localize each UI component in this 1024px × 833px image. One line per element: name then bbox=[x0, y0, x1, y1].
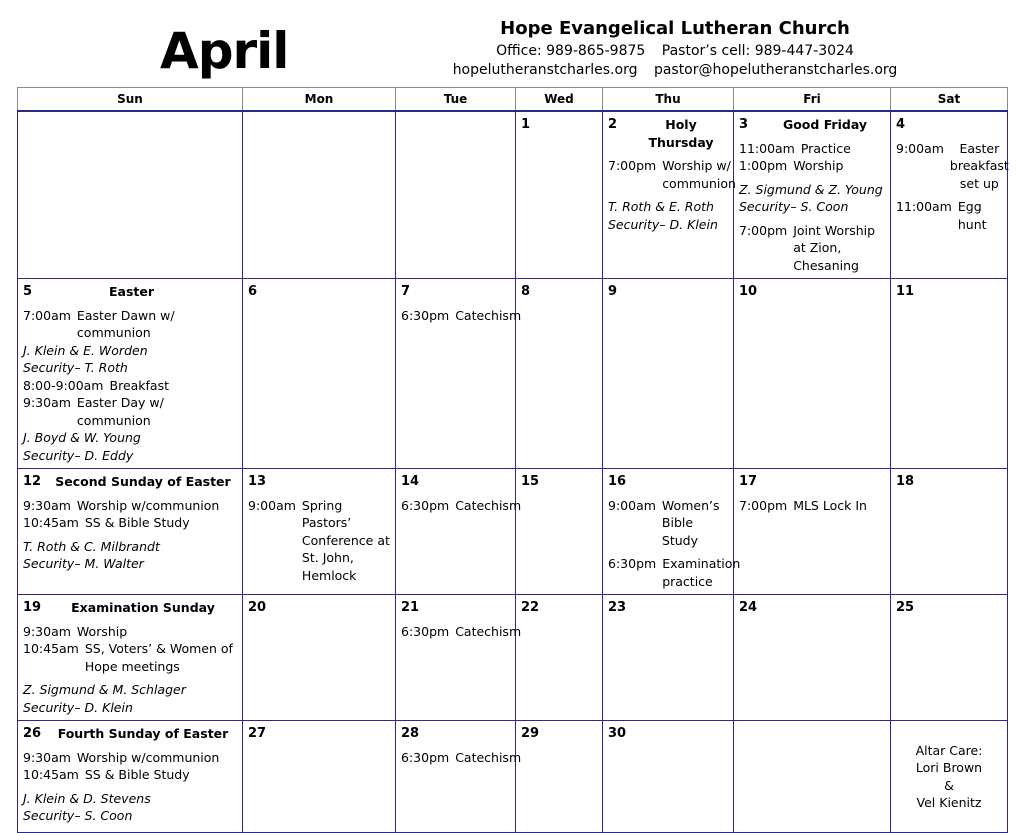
week-row-3 bbox=[18, 469, 1008, 595]
day-number: 12 bbox=[23, 474, 42, 489]
day-title: Good Friday bbox=[782, 117, 868, 132]
day-cell-7[interactable] bbox=[396, 279, 522, 469]
day-cell-17[interactable] bbox=[734, 469, 891, 595]
event bbox=[23, 623, 237, 641]
event-desc: Worship bbox=[76, 623, 128, 639]
weekday-header-row bbox=[18, 88, 1008, 112]
event-desc: Worship w/communion bbox=[76, 497, 220, 513]
week-row-1 bbox=[18, 111, 1008, 279]
event-time: 9:30am bbox=[23, 623, 71, 639]
event-desc: Easter Dawn w/ communion bbox=[76, 307, 175, 340]
event-time: 8:00-9:00am bbox=[23, 377, 104, 393]
day-number: 25 bbox=[896, 600, 915, 615]
event bbox=[23, 766, 237, 784]
day-cell-19[interactable] bbox=[18, 595, 243, 721]
event bbox=[401, 623, 522, 641]
event-time: 7:00pm bbox=[608, 158, 657, 173]
church-name: Hope Evangelical Lutheran Church bbox=[500, 18, 850, 39]
event-time: 7:00am bbox=[23, 307, 71, 323]
event bbox=[23, 514, 237, 532]
day-number: 21 bbox=[401, 600, 420, 615]
day-number: 15 bbox=[521, 474, 540, 489]
weekday-mon: Mon bbox=[243, 88, 396, 112]
day-cell-9[interactable] bbox=[603, 279, 734, 469]
day-cell-6[interactable] bbox=[243, 279, 396, 469]
servers: J. Klein & D. Stevens bbox=[23, 790, 151, 806]
day-number: 30 bbox=[608, 726, 627, 741]
day-number: 23 bbox=[608, 600, 627, 615]
day-title: Second Sunday of Easter bbox=[55, 474, 231, 489]
event-desc: Easter Day w/ communion bbox=[76, 395, 164, 428]
day-number: 4 bbox=[896, 117, 906, 132]
event-desc: Joint Worship at Zion, Chesaning bbox=[793, 222, 876, 273]
day-cell-30[interactable] bbox=[603, 721, 734, 833]
day-cell-empty bbox=[243, 111, 396, 279]
day-cell-14[interactable] bbox=[396, 469, 522, 595]
day-cell-22[interactable] bbox=[516, 595, 603, 721]
event bbox=[739, 140, 885, 158]
website-link[interactable]: hopelutheranstcharles.org bbox=[452, 62, 638, 78]
servers: J. Boyd & W. Young bbox=[23, 430, 141, 445]
event bbox=[739, 222, 885, 275]
event bbox=[608, 555, 741, 590]
event bbox=[896, 140, 1009, 193]
office-phone: Office: 989-865-9875 bbox=[496, 43, 646, 59]
day-cell-8[interactable] bbox=[516, 279, 603, 469]
servers: T. Roth & C. Milbrandt bbox=[23, 538, 160, 554]
event-desc: Examination practice bbox=[662, 556, 741, 589]
day-number: 11 bbox=[896, 284, 915, 299]
day-cell-13[interactable] bbox=[243, 469, 396, 595]
day-number: 19 bbox=[23, 600, 42, 615]
day-number: 27 bbox=[248, 726, 267, 741]
event-time: 6:30pm bbox=[401, 497, 450, 513]
day-number: 26 bbox=[23, 726, 42, 741]
day-number: 7 bbox=[401, 284, 411, 299]
day-number: 22 bbox=[521, 600, 540, 615]
event-desc: Worship w/communion bbox=[76, 749, 220, 765]
event-time: 6:30pm bbox=[608, 556, 657, 571]
event-time: 10:45am bbox=[23, 641, 79, 656]
week-row-4 bbox=[18, 595, 1008, 721]
day-cell-empty bbox=[734, 721, 891, 833]
day-cell-4[interactable] bbox=[891, 111, 1008, 279]
security: Security– S. Coon bbox=[739, 199, 849, 214]
event-time: 9:00am bbox=[896, 140, 944, 156]
day-number: 28 bbox=[401, 726, 420, 741]
event-desc: Breakfast bbox=[109, 377, 170, 393]
event bbox=[23, 749, 237, 767]
event-time: 9:30am bbox=[23, 497, 71, 513]
event bbox=[896, 198, 1002, 233]
church-header bbox=[440, 18, 910, 81]
event bbox=[23, 394, 237, 429]
event-time: 9:30am bbox=[23, 395, 71, 410]
month-title: April bbox=[160, 22, 289, 80]
day-number: 13 bbox=[248, 474, 267, 489]
day-title: Holy Thursday bbox=[648, 117, 714, 150]
day-cell-16[interactable] bbox=[603, 469, 741, 595]
week-row-2 bbox=[18, 279, 1008, 469]
event-time: 6:30pm bbox=[401, 307, 450, 323]
event bbox=[23, 377, 237, 395]
event-time: 9:00am bbox=[248, 497, 296, 513]
event-time: 1:00pm bbox=[739, 158, 788, 173]
security: Security– D. Klein bbox=[23, 699, 133, 715]
week-row-5 bbox=[18, 721, 1008, 833]
event-time: 7:00pm bbox=[739, 222, 788, 238]
day-cell-26[interactable] bbox=[18, 721, 243, 833]
day-title: Fourth Sunday of Easter bbox=[57, 726, 229, 741]
email-link[interactable]: pastor@hopelutheranstcharles.org bbox=[653, 62, 898, 78]
day-cell-15[interactable] bbox=[516, 469, 603, 595]
event-desc: Women’s Bible Study bbox=[661, 497, 720, 548]
security: Security– M. Walter bbox=[23, 556, 144, 571]
weekday-sat: Sat bbox=[891, 88, 1008, 112]
event bbox=[23, 307, 237, 342]
contact-web bbox=[440, 62, 910, 78]
weekday-tue: Tue bbox=[396, 88, 516, 112]
day-number: 10 bbox=[739, 284, 758, 299]
event bbox=[401, 497, 522, 515]
day-cell-12[interactable] bbox=[18, 469, 243, 595]
event bbox=[608, 157, 736, 192]
contact-phones bbox=[440, 43, 910, 59]
day-cell-1[interactable] bbox=[516, 111, 603, 279]
day-cell-10[interactable] bbox=[734, 279, 891, 469]
day-cell-5[interactable] bbox=[18, 279, 243, 469]
day-cell-29[interactable] bbox=[516, 721, 603, 833]
event-time: 10:45am bbox=[23, 767, 79, 782]
servers: J. Klein & E. Worden bbox=[23, 342, 148, 358]
day-cell-empty bbox=[396, 111, 516, 279]
event-time: 7:00pm bbox=[739, 497, 788, 513]
day-number: 5 bbox=[23, 284, 33, 299]
weekday-fri: Fri bbox=[734, 88, 891, 112]
event-desc: SS & Bible Study bbox=[84, 515, 190, 530]
day-cell-25[interactable] bbox=[891, 595, 1008, 721]
weekday-thu: Thu bbox=[603, 88, 734, 112]
day-number: 2 bbox=[608, 117, 618, 132]
event bbox=[739, 157, 885, 175]
day-number: 6 bbox=[248, 284, 258, 299]
day-number: 16 bbox=[608, 474, 627, 489]
calendar-grid bbox=[17, 87, 1008, 833]
day-number: 18 bbox=[896, 474, 915, 489]
altar-care-label: Altar Care: bbox=[915, 742, 983, 758]
event-time: 10:45am bbox=[23, 515, 79, 530]
event-desc: SS & Bible Study bbox=[84, 767, 190, 782]
event-desc: Catechism bbox=[455, 749, 522, 765]
altar-care-name: Vel Kienitz bbox=[916, 795, 982, 810]
event-time: 9:00am bbox=[608, 497, 656, 513]
security: Security– D. Eddy bbox=[23, 447, 134, 463]
day-cell-3[interactable] bbox=[734, 111, 891, 279]
event-desc: Worship w/ communion bbox=[662, 158, 736, 191]
event-desc: Catechism bbox=[455, 623, 522, 639]
servers: Z. Sigmund & M. Schlager bbox=[23, 682, 186, 697]
day-number: 3 bbox=[739, 117, 749, 132]
event bbox=[739, 497, 885, 515]
pastor-cell: Pastor’s cell: 989-447-3024 bbox=[661, 43, 854, 59]
altar-care-cell bbox=[891, 721, 1008, 833]
day-cell-11[interactable] bbox=[891, 279, 1008, 469]
event-time: 9:30am bbox=[23, 749, 71, 765]
day-number: 8 bbox=[521, 284, 531, 299]
event-desc: Egg hunt bbox=[957, 199, 987, 232]
day-number: 29 bbox=[521, 726, 540, 741]
weekday-sun: Sun bbox=[18, 88, 243, 112]
event-desc: Catechism bbox=[455, 307, 522, 323]
day-cell-empty bbox=[18, 111, 243, 279]
event bbox=[23, 640, 237, 675]
event-desc: Catechism bbox=[455, 497, 522, 513]
event-time: 11:00am bbox=[896, 199, 952, 214]
day-cell-27[interactable] bbox=[243, 721, 396, 833]
altar-care-name: Lori Brown bbox=[915, 760, 983, 775]
event-time: 6:30pm bbox=[401, 749, 450, 765]
security: Security– S. Coon bbox=[23, 808, 133, 823]
day-cell-18[interactable] bbox=[891, 469, 1008, 595]
day-number: 24 bbox=[739, 600, 758, 615]
weekday-wed: Wed bbox=[516, 88, 603, 112]
event-desc: Practice bbox=[800, 140, 851, 156]
event bbox=[401, 307, 522, 325]
day-number: 14 bbox=[401, 474, 420, 489]
altar-care-amp: & bbox=[944, 777, 954, 793]
security: Security– D. Klein bbox=[608, 216, 718, 232]
day-cell-20[interactable] bbox=[243, 595, 396, 721]
event bbox=[23, 497, 237, 515]
day-title: Examination Sunday bbox=[71, 600, 215, 615]
day-number: 9 bbox=[608, 284, 618, 299]
security: Security– T. Roth bbox=[23, 360, 128, 375]
day-cell-2[interactable] bbox=[603, 111, 734, 279]
day-cell-21[interactable] bbox=[396, 595, 522, 721]
event-time: 11:00am bbox=[739, 140, 795, 156]
event-desc: Spring Pastors’ Conference at St. John, Hemlock bbox=[301, 497, 390, 583]
event bbox=[401, 749, 522, 767]
event-desc: SS, Voters’ & Women of Hope meetings bbox=[84, 641, 233, 674]
servers: Z. Sigmund & Z. Young bbox=[739, 181, 883, 197]
day-cell-28[interactable] bbox=[396, 721, 522, 833]
event-desc: Worship bbox=[793, 158, 844, 173]
servers: T. Roth & E. Roth bbox=[608, 199, 714, 214]
event bbox=[608, 497, 728, 550]
day-number: 17 bbox=[739, 474, 758, 489]
event-desc: MLS Lock In bbox=[793, 497, 867, 513]
day-number: 1 bbox=[521, 117, 531, 132]
event-desc: Easter breakfast set up bbox=[949, 140, 1009, 191]
day-cell-24[interactable] bbox=[734, 595, 891, 721]
day-title: Easter bbox=[109, 284, 155, 299]
event-time: 6:30pm bbox=[401, 623, 450, 639]
event bbox=[248, 497, 390, 585]
day-number: 20 bbox=[248, 600, 267, 615]
day-cell-23[interactable] bbox=[603, 595, 734, 721]
